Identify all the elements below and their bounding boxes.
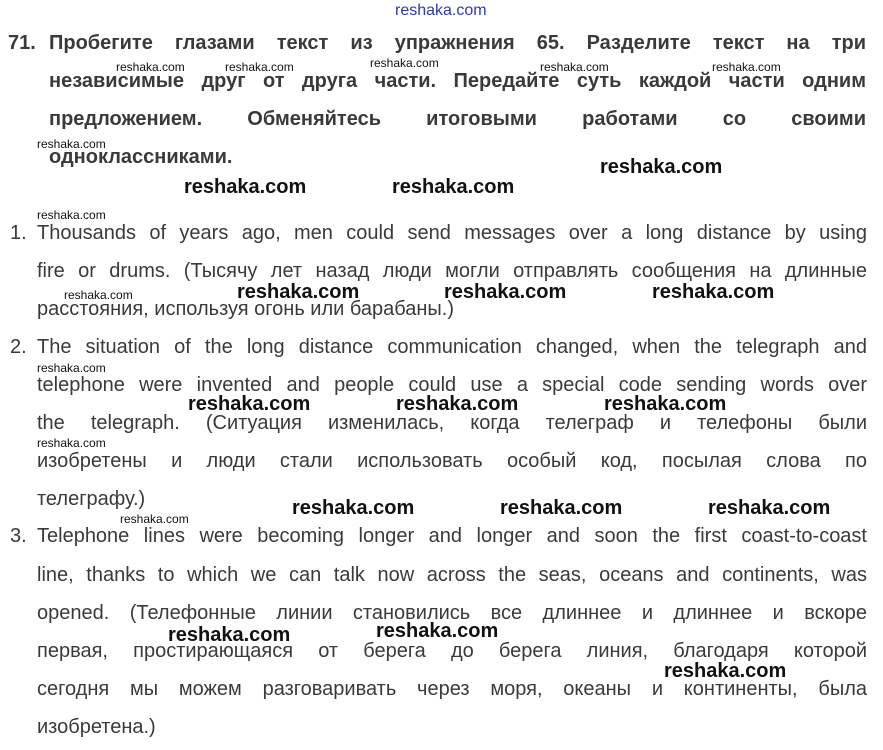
watermark: reshaka.com [540,60,609,74]
item-number: 2. [10,336,27,358]
item-line: telephone were invented and people could use a special code sending words over [37,374,867,396]
watermark: reshaka.com [225,60,294,74]
item-line: Thousands of years ago, men could send messages over a long distance by using [37,222,867,244]
watermark: reshaka.com [500,497,623,519]
watermark: reshaka.com [604,393,727,415]
watermark: reshaka.com [652,281,775,303]
watermark: reshaka.com [168,624,291,646]
watermark: reshaka.com [600,156,723,178]
item-line: The situation of the long distance communication changed, when the telegraph and [37,336,867,358]
item-line: первая, простирающаяся от берега до берега линия, благодаря которой [37,640,867,662]
task-number: 71. [8,32,36,54]
watermark: reshaka.com [292,497,415,519]
watermark: reshaka.com [712,60,781,74]
watermark: reshaka.com [664,660,787,682]
watermark: reshaka.com [37,436,106,450]
item-line: изобретена.) [37,716,156,738]
item-line: Telephone lines were becoming longer and longer and soon the first coast-to-coast [37,525,867,547]
item-line: расстояния, используя огонь или барабаны.) [37,298,454,320]
watermark: reshaka.com [708,497,831,519]
watermark: reshaka.com [392,176,515,198]
item-number: 3. [10,525,27,547]
watermark: reshaka.com [116,60,185,74]
watermark: reshaka.com [64,288,133,302]
item-line: fire or drums. (Тысячу лет назад люди могли отправлять сообщения на длинные [37,260,867,282]
watermark: reshaka.com [237,281,360,303]
watermark: reshaka.com [396,393,519,415]
item-line: телеграфу.) [37,488,146,510]
watermark: reshaka.com [188,393,311,415]
item-number: 1. [10,222,27,244]
item-line: line, thanks to which we can talk now across the seas, oceans and continents, was [37,564,867,586]
item-line: opened. (Телефонные линии становились все длиннее и длиннее и вскоре [37,602,867,624]
watermark: reshaka.com [184,176,307,198]
watermark: reshaka.com [37,208,106,222]
task-line: одноклассниками. [49,146,233,168]
item-line: изобретены и люди стали использовать особый код, посылая слова по [37,450,867,472]
watermark: reshaka.com [395,2,487,19]
watermark: reshaka.com [444,281,567,303]
task-line: предложением. Обменяйтесь итоговыми работами со своими [49,108,866,130]
task-line: Пробегите глазами текст из упражнения 65. Разделите текст на три [49,32,866,54]
watermark: reshaka.com [120,512,189,526]
task-line: независимые друг от друга части. Передайте суть каждой части одним [49,70,866,92]
watermark: reshaka.com [37,137,106,151]
watermark: reshaka.com [37,361,106,375]
watermark: reshaka.com [370,56,439,70]
item-line: the telegraph. (Ситуация изменилась, когда телеграф и телефоны были [37,412,867,434]
watermark: reshaka.com [376,620,499,642]
item-line: сегодня мы можем разговаривать через моря, океаны и континенты, была [37,678,867,700]
